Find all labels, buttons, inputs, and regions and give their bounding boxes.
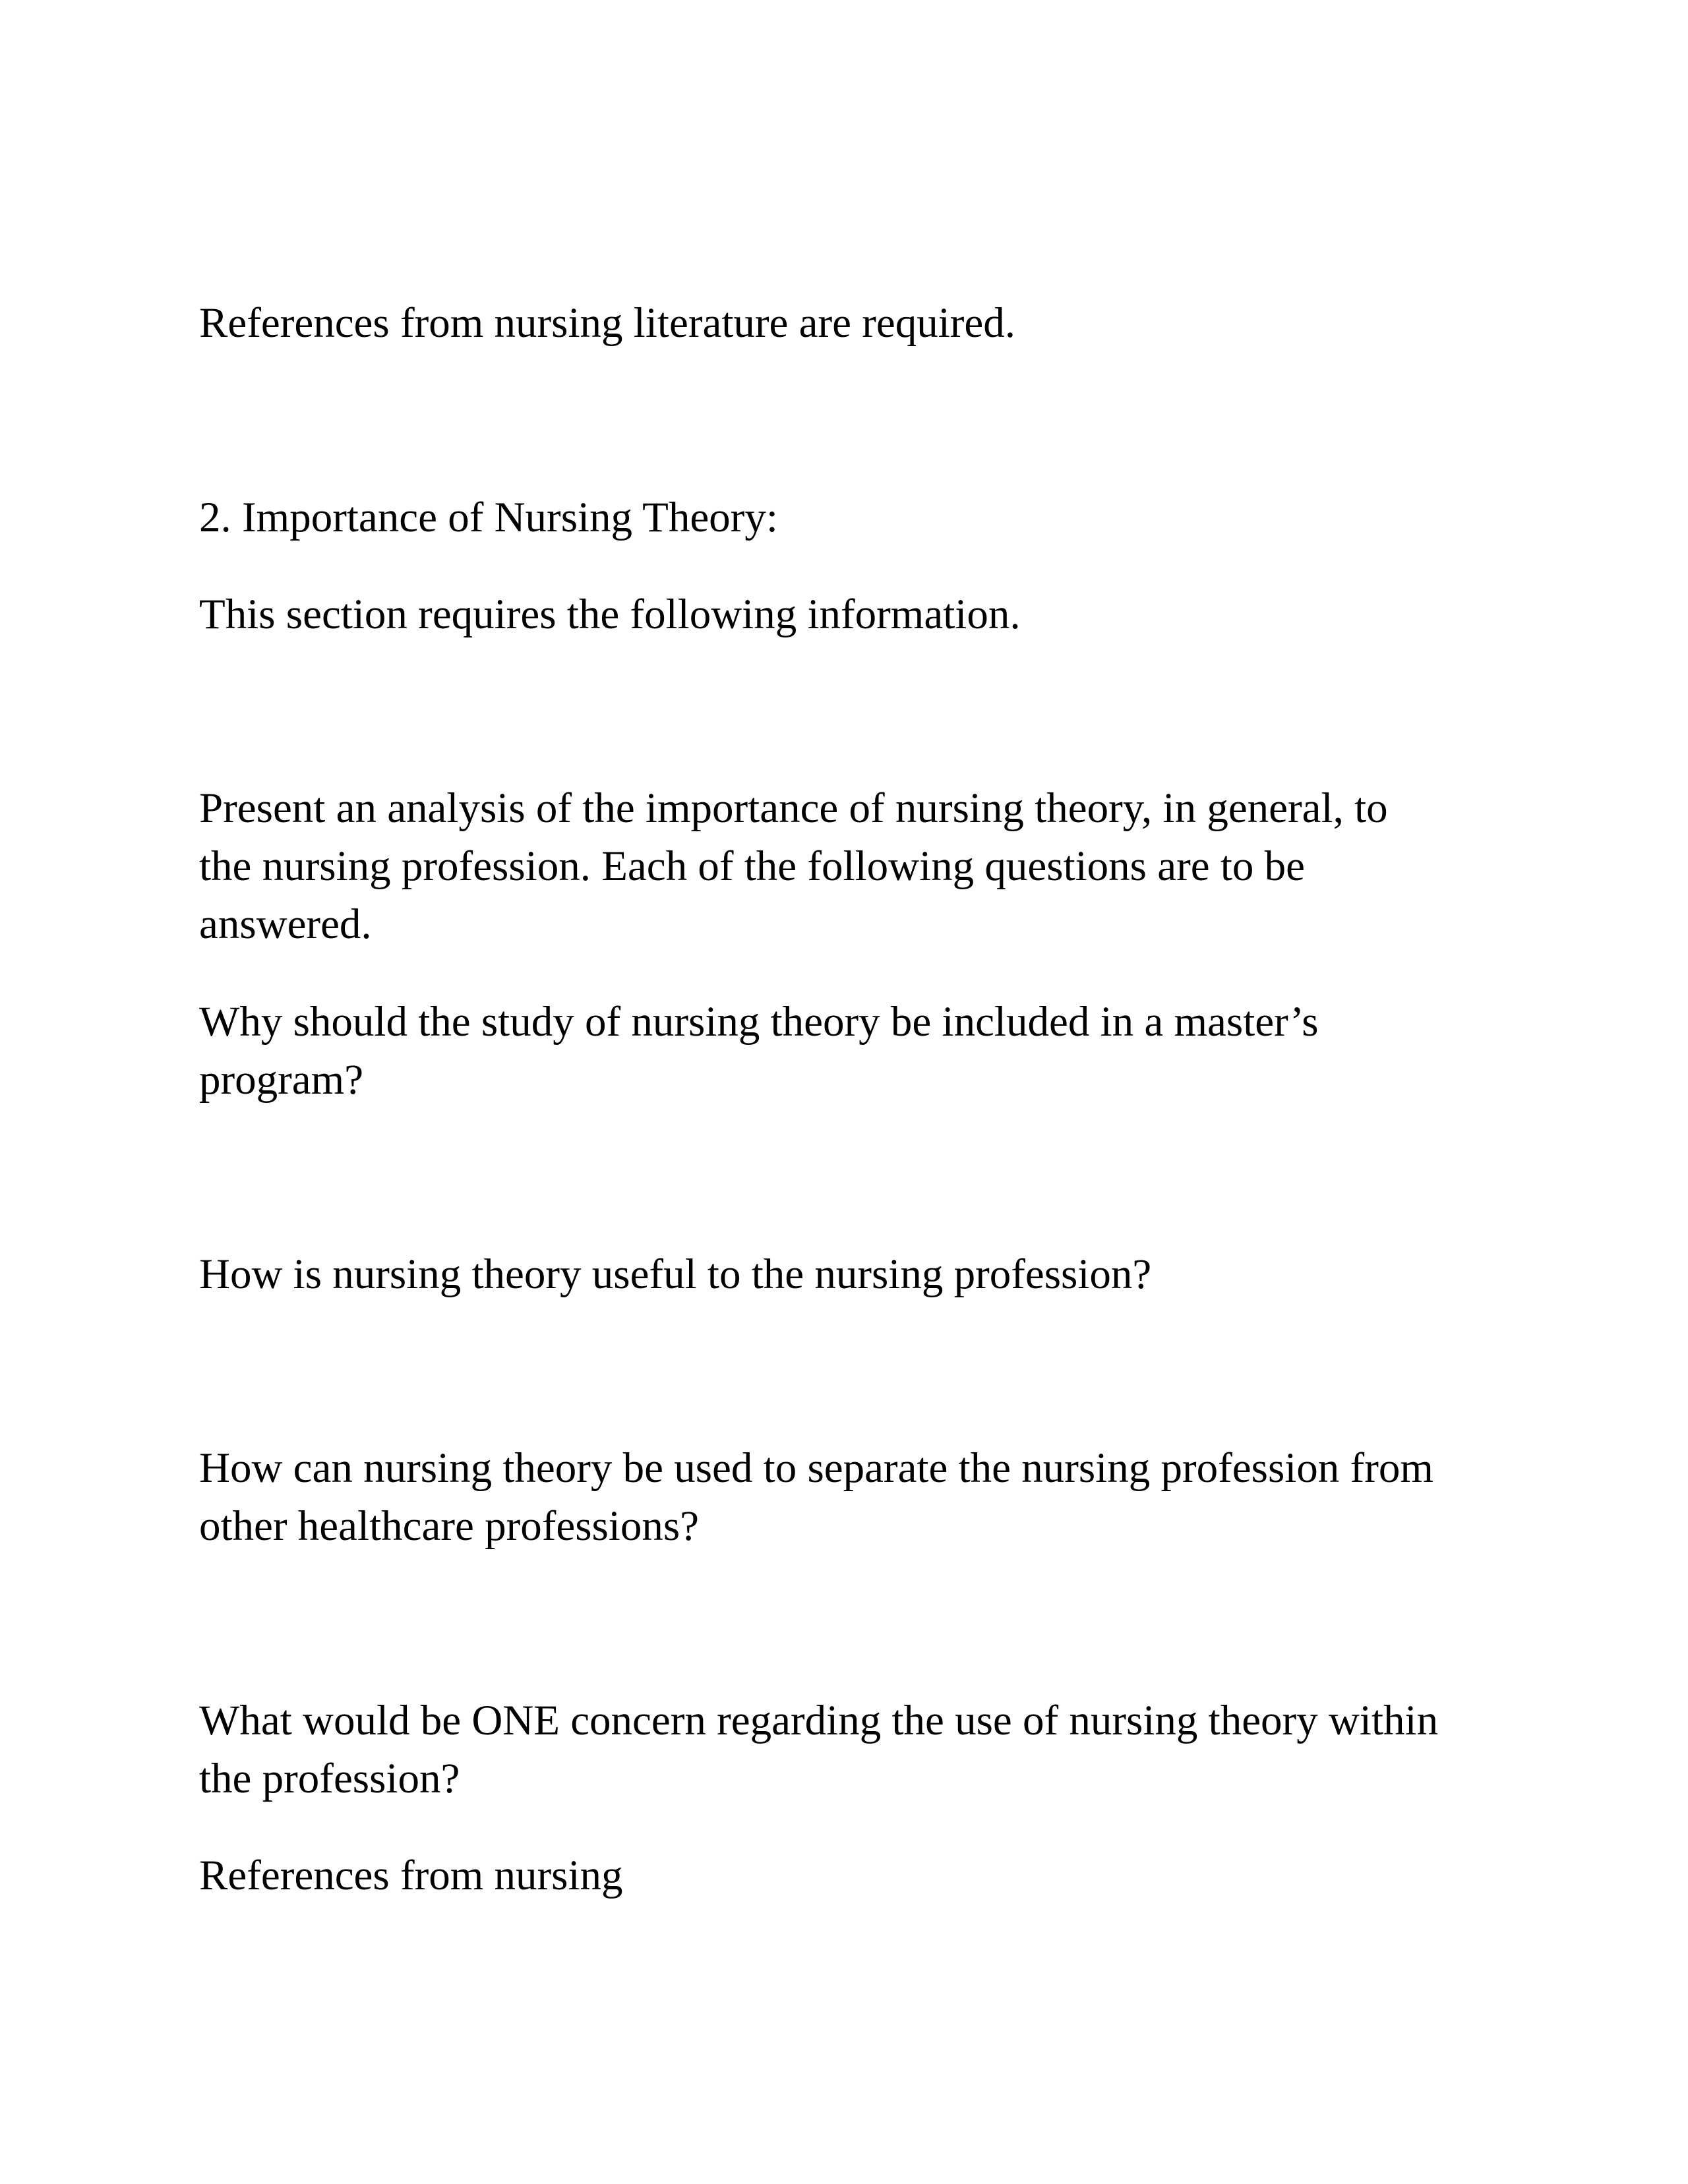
question-separation: How can nursing theory be used to separate the nursing profession from other healthcare professions?	[199, 1444, 1433, 1550]
section-intro: This section requires the following information.	[199, 591, 1021, 638]
question-concern: What would be ONE concern regarding the use of nursing theory within the profession?	[199, 1697, 1439, 1802]
references-note: References from nursing literature are required.	[199, 299, 1016, 347]
question-usefulness: How is nursing theory useful to the nursing profession?	[199, 1251, 1152, 1298]
references-fragment: References from nursing	[199, 1852, 623, 1899]
question-masters-program: Why should the study of nursing theory be included in a master’s program?	[199, 998, 1319, 1104]
analysis-instruction: Present an analysis of the importance of nursing theory, in general, to the nursing profession. Each of the following questions are to be answered.	[199, 784, 1388, 948]
section-heading: 2. Importance of Nursing Theory:	[199, 494, 778, 541]
